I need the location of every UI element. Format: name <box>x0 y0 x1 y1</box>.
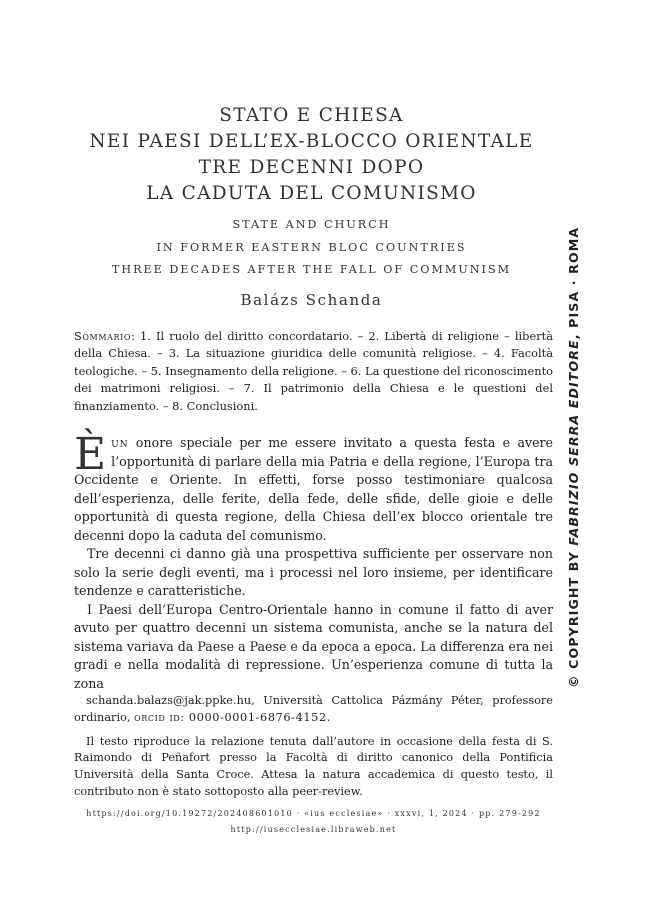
doi-line: https://doi.org/10.19272/202408601010 · «ius ecclesiae» · xxxvi, 1, 2024 · pp. 279-292 <box>86 809 541 818</box>
title-line: STATO E CHIESA <box>219 105 404 126</box>
footnote: Il testo riproduce la relazione tenuta dall’autore in occasione della festa di S. Raimondo di Peñafort presso la Facoltà di diritto canonico della Pontificia Università della Santa Croce. Attesa la natura accademica di questo testo, il contributo non è stato sottoposto alla peer-review. <box>74 734 553 798</box>
footnotes <box>74 693 553 808</box>
article-title <box>74 103 549 207</box>
summary-label: Sommario <box>74 329 132 343</box>
body-text <box>74 429 553 693</box>
drop-cap: È <box>74 429 107 480</box>
author-name: Balázs Schanda <box>240 291 383 309</box>
title-line: LA CADUTA DEL COMUNISMO <box>146 183 477 204</box>
title-line: NEI PAESI DELL’EX-BLOCCO ORIENTALE <box>89 131 534 152</box>
copyright-suffix: , PISA · ROMA <box>566 226 581 340</box>
orcid: orcid id: 0000-0001-6876-4152. <box>134 710 331 724</box>
lead-smallcaps: un <box>111 435 129 450</box>
summary <box>74 328 553 415</box>
subtitle-line: IN FORMER EASTERN BLOC COUNTRIES <box>156 240 467 254</box>
footnote <box>74 693 553 727</box>
author-affiliation: schanda.balazs@jak.ppke.hu, Università Cattolica Pázmány Péter, professore ordinario, <box>74 694 553 724</box>
paragraph <box>74 429 553 545</box>
page-footer <box>74 806 553 838</box>
english-title <box>74 214 549 282</box>
title-line: TRE DECENNI DOPO <box>198 157 425 178</box>
summary-text: : 1. Il ruolo del diritto concordatario. – 2. Libertà di religione – libertà della Chiesa. – 3. La situazione giuridica delle comunità religiose. – 4. Facoltà teologiche. – 5. Insegnamento della religione. – 6. La questione del riconoscimento dei matrimoni religiosi. – 7. Il patrimonio della Chiesa e le questioni del finanziamento. – 8. Conclusioni. <box>74 329 553 413</box>
subtitle-line: STATE AND CHURCH <box>232 218 391 231</box>
paragraph-text: onore speciale per me essere invitato a questa festa e avere l’opportunità di parlare della mia Patria e della regione, l’Europa tra Occidente e Oriente. In effetti, forse posso testimoniare qualcosa dell’esperienza, delle ferite, della fede, delle sfide, delle gioie e delle opportunità di questa regione, della Chiesa dell’ex blocco orientale tre decenni dopo la caduta del comunismo. <box>74 435 553 543</box>
paragraph: Tre decenni ci danno già una prospettiva sufficiente per osservare non solo la serie degli eventi, ma i processi nel loro insieme, per identificare tendenze e caratteristiche. <box>74 546 553 598</box>
copyright-prefix: © COPYRIGHT BY <box>566 545 581 688</box>
url-line: http://iusecclesiae.libraweb.net <box>230 825 397 834</box>
copyright-notice <box>563 218 585 688</box>
subtitle-line: THREE DECADES AFTER THE FALL OF COMMUNISM <box>111 263 512 276</box>
copyright-publisher: FABRIZIO SERRA EDITORE <box>566 339 581 546</box>
paragraph: I Paesi dell’Europa Centro-Orientale hanno in comune il fatto di aver avuto per quattro decenni un sistema comunista, anche se la natura del sistema variava da Paese a Paese e da epoca a epoca. La differenza era nei gradi e nella modalità di repressione. Un’esperienza comune di tutta la zona <box>74 601 553 691</box>
